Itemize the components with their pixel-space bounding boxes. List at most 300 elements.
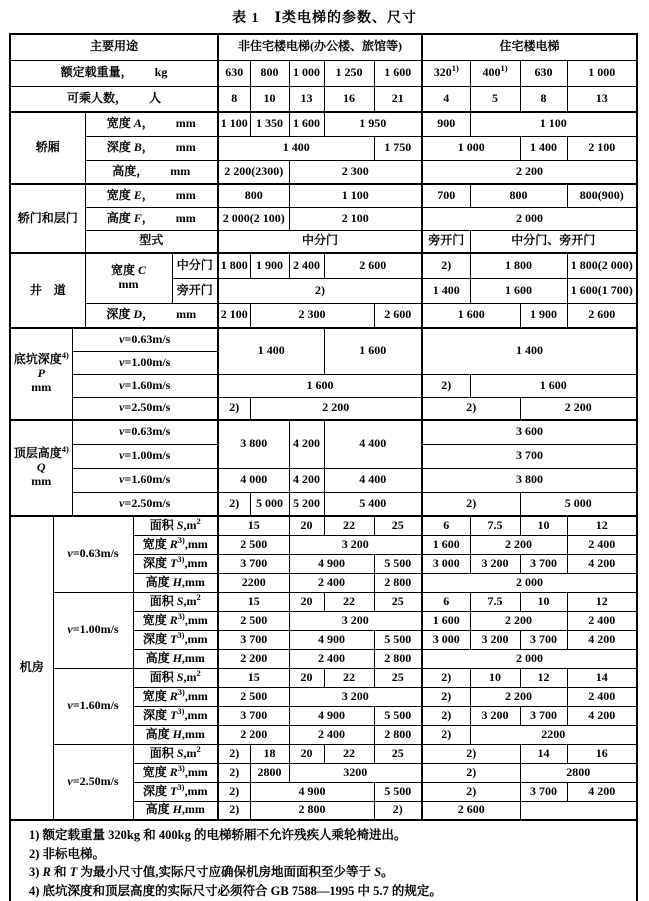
cell-text: 1 600: [432, 612, 460, 627]
cell-text: 1): [451, 63, 459, 74]
row-label: [133, 668, 218, 687]
cell-text: 1 800(2 000): [570, 257, 633, 272]
data-cell: [289, 112, 324, 136]
cell-text: 1 250: [335, 65, 363, 80]
data-cell: [567, 630, 637, 649]
data-cell: [374, 303, 422, 328]
data-cell: [218, 706, 289, 725]
cell-text: 主要用途: [89, 39, 138, 54]
cell-text: 5 500: [384, 707, 412, 722]
cell-text: 1 600: [432, 536, 460, 551]
data-cell: [567, 706, 637, 725]
cell-text: R: [169, 536, 178, 551]
cell-text: 25: [391, 517, 404, 532]
cell-text: v: [67, 773, 73, 788]
row-label: [133, 744, 218, 763]
row-label: [133, 611, 218, 630]
cell-text: 3 000: [432, 555, 460, 570]
cell-text: ,mm: [184, 555, 208, 570]
cell-text: 630: [225, 65, 244, 80]
cell-text: 800: [509, 187, 528, 202]
data-cell: [470, 278, 567, 303]
cell-text: 2 400: [293, 257, 320, 272]
row-label: [85, 207, 218, 230]
data-cell: [422, 136, 520, 160]
cell-text: 面积: [149, 593, 177, 608]
cell-text: 18: [263, 745, 276, 760]
cell-text: 2800: [257, 764, 282, 779]
footnotes-row: [10, 820, 637, 901]
cell-text: 2: [196, 667, 201, 678]
cell-text: 22: [343, 593, 355, 608]
cell-text: v: [119, 495, 125, 510]
cell-text: 中分门: [301, 233, 338, 248]
cell-text: 机房: [19, 660, 44, 675]
cell-text: 25: [391, 745, 404, 760]
data-cell: [218, 112, 250, 136]
data-cell: [567, 554, 637, 573]
data-cell: [422, 207, 637, 230]
data-cell: [218, 763, 250, 782]
cell-text: 2 000(2 100): [222, 210, 285, 225]
cell-text: 2): [466, 400, 477, 415]
cell-text: 3 700: [530, 783, 557, 798]
data-cell: [470, 668, 520, 687]
cell-text: H: [172, 802, 182, 817]
data-cell: [470, 535, 567, 554]
cell-text: 1 100: [220, 116, 248, 131]
cell-text: 2 800: [384, 650, 412, 665]
row-label: [133, 554, 218, 573]
cell-text: 深度: [106, 307, 134, 322]
cell-text: 16: [343, 90, 355, 105]
data-cell: [218, 573, 289, 592]
group-label: [10, 253, 85, 328]
data-cell: [520, 668, 567, 687]
cell-text: 3 700: [240, 707, 268, 722]
cell-text: 13: [300, 90, 313, 105]
cell-text: 4): [61, 350, 69, 361]
data-cell: [470, 516, 520, 535]
cell-text: 2200: [541, 726, 566, 741]
cell-text: 深度: [143, 783, 171, 798]
cell-text: 非住宅楼电梯(办公楼、旅馆等): [238, 39, 402, 54]
cell-text: 1 900: [256, 257, 283, 272]
cell-text: R: [169, 764, 178, 779]
cell-text: 额定载重量，: [60, 65, 133, 80]
cell-text: 5 500: [384, 631, 412, 646]
row-label: [10, 60, 218, 86]
cell-text: 高度: [106, 210, 134, 225]
cell-text: 2 800: [298, 802, 326, 817]
data-cell: [324, 468, 422, 492]
row-label: [85, 184, 218, 207]
cell-text: 2 400: [588, 612, 616, 627]
cell-text: 底坑深度: [13, 352, 62, 367]
cell-text: mm: [31, 379, 52, 394]
data-cell: [567, 303, 637, 328]
data-cell: [218, 278, 422, 303]
cell-text: 2): [441, 707, 452, 722]
data-cell: [567, 592, 637, 611]
data-cell: [250, 763, 289, 782]
cell-text: 。: [381, 865, 394, 879]
cell-text: 5 000: [256, 495, 283, 510]
cell-text: 20: [300, 593, 313, 608]
data-cell: [374, 782, 422, 801]
data-cell: [567, 184, 637, 207]
cell-text: 2 000: [516, 574, 543, 589]
cell-text: 1 000: [457, 140, 485, 155]
cell-text: 1): [500, 63, 508, 74]
data-cell: [374, 725, 422, 744]
cell-text: 2 300: [298, 307, 326, 322]
cell-text: 3 700: [240, 555, 268, 570]
speed-label: [72, 397, 218, 420]
data-cell: [470, 687, 567, 706]
cell-text: ,m: [183, 593, 197, 608]
cell-text: 2 200: [564, 400, 592, 415]
cell-text: 2): [229, 400, 240, 415]
cell-text: kg: [154, 65, 168, 80]
cell-text: v: [119, 424, 125, 439]
data-cell: [422, 706, 470, 725]
data-cell: [289, 516, 324, 535]
cell-text: 2 400: [318, 574, 345, 589]
cell-text: 1 600: [384, 65, 412, 80]
cell-text: 2800: [566, 764, 591, 779]
data-cell: [289, 492, 324, 516]
cell-text: 1 100: [539, 116, 567, 131]
cell-text: T: [170, 631, 178, 646]
data-cell: [374, 649, 422, 668]
data-cell: [324, 328, 422, 374]
data-cell: [218, 516, 289, 535]
cell-text: ,mm: [184, 612, 208, 627]
cell-text: 1 000: [293, 65, 320, 80]
cell-text: 7.5: [487, 517, 503, 532]
cell-text: 10: [537, 517, 550, 532]
data-cell: [250, 253, 289, 278]
cell-text: ,m: [183, 517, 197, 532]
cell-text: 1 100: [341, 187, 369, 202]
table-row: [10, 397, 637, 420]
data-cell: [374, 592, 422, 611]
cell-text: 2): [466, 495, 477, 510]
cell-text: 6: [443, 517, 450, 532]
cell-text: v: [119, 331, 125, 346]
data-cell: [374, 801, 422, 820]
data-cell: [470, 725, 637, 744]
data-cell: [324, 253, 422, 278]
data-cell: [470, 374, 637, 397]
data-cell: [422, 554, 470, 573]
data-cell: [422, 535, 470, 554]
cell-text: =2.50m/s: [124, 400, 171, 415]
data-cell: [422, 328, 637, 374]
cell-text: =2.50m/s: [124, 495, 171, 510]
cell-text: mm: [175, 140, 196, 155]
data-cell: [422, 278, 470, 303]
cell-text: 5: [492, 90, 498, 105]
table-row: [10, 303, 637, 328]
cell-text: 2 400: [318, 726, 345, 741]
cell-text: T: [170, 707, 178, 722]
data-cell: [289, 592, 324, 611]
data-cell: [250, 782, 374, 801]
footnote-line: [21, 882, 630, 901]
data-cell: [218, 86, 250, 112]
cell-text: 面积: [149, 669, 177, 684]
column-header: [10, 34, 218, 60]
data-cell: [520, 60, 567, 86]
cell-text: ,mm: [184, 631, 208, 646]
cell-text: 中分门: [176, 257, 213, 272]
cell-text: 为最小尺寸值,实际尺寸应确保机房地面面积至少等于: [77, 865, 375, 879]
cell-text: 2: [196, 591, 201, 602]
data-cell: [470, 60, 520, 86]
cell-text: 2): [441, 257, 452, 272]
cell-text: 2 400: [588, 688, 616, 703]
cell-text: 2): [441, 669, 452, 684]
cell-text: 2 200: [505, 688, 532, 703]
cell-text: 2 200: [505, 612, 532, 627]
cell-text: 面积: [149, 745, 177, 760]
cell-text: 15: [247, 669, 260, 684]
cell-text: 2): [315, 282, 325, 297]
cell-text: 2 600: [457, 802, 485, 817]
data-cell: [250, 397, 422, 420]
data-cell: [289, 184, 422, 207]
cell-text: v: [119, 448, 125, 463]
data-cell: [289, 554, 374, 573]
cell-text: H: [172, 726, 182, 741]
cell-text: 轿厢: [35, 140, 60, 155]
cell-text: 2 200: [240, 726, 268, 741]
cell-text: 旁开门: [176, 282, 213, 297]
data-cell: [374, 706, 422, 725]
cell-text: 3 700: [530, 707, 557, 722]
cell-text: 中分门、旁开门: [511, 233, 596, 248]
table-row: [10, 328, 637, 351]
data-cell: [218, 744, 250, 763]
data-cell: [324, 668, 374, 687]
data-cell: [422, 649, 637, 668]
cell-text: v: [119, 377, 125, 392]
row-label: [133, 801, 218, 820]
cell-text: 5 200: [293, 495, 320, 510]
cell-text: =1.00m/s: [124, 354, 171, 369]
data-cell: [470, 86, 520, 112]
row-label: [133, 535, 218, 554]
data-cell: [250, 112, 289, 136]
cell-text: ,mm: [181, 726, 205, 741]
cell-text: ,m: [183, 669, 197, 684]
table-row: [10, 136, 637, 160]
table-row: [10, 374, 637, 397]
data-cell: [422, 374, 470, 397]
data-cell: [470, 592, 520, 611]
cell-text: 人: [149, 90, 162, 105]
cell-text: ,mm: [181, 574, 205, 589]
data-cell: [289, 706, 374, 725]
data-cell: [422, 112, 470, 136]
cell-text: 2 800: [384, 574, 412, 589]
data-cell: [567, 744, 637, 763]
cell-text: 1 400: [516, 343, 543, 358]
cell-text: 4 900: [318, 555, 345, 570]
cell-text: 1) 额定载重量 320kg 和 400kg 的电梯轿厢不允许残疾人乘轮椅进出。: [29, 828, 407, 842]
table-row: [10, 668, 637, 687]
cell-text: 1 750: [384, 140, 412, 155]
data-cell: [567, 60, 637, 86]
data-cell: [520, 782, 567, 801]
cell-text: 2200: [241, 574, 266, 589]
row-label: [133, 763, 218, 782]
data-cell: [470, 112, 637, 136]
table-row: [10, 207, 637, 230]
cell-text: ,mm: [184, 783, 208, 798]
cell-text: 轿门和层门: [17, 210, 78, 225]
cell-text: 2) 非标电梯。: [29, 846, 106, 861]
cell-text: =2.50m/s: [72, 773, 119, 788]
speed-label: [72, 351, 218, 374]
data-cell: [520, 592, 567, 611]
data-cell: [422, 592, 470, 611]
row-label: [133, 687, 218, 706]
cell-text: =1.00m/s: [72, 622, 119, 637]
row-label: [172, 278, 218, 303]
cell-text: 2 200(2300): [224, 163, 284, 178]
data-cell: [218, 535, 289, 554]
speed-label: [53, 744, 133, 820]
cell-text: 4 400: [359, 472, 387, 487]
data-cell: [289, 86, 324, 112]
data-cell: [250, 60, 289, 86]
data-cell: [374, 573, 422, 592]
cell-text: 25: [391, 669, 404, 684]
data-cell: [520, 136, 567, 160]
data-cell: [520, 303, 567, 328]
cell-text: 4 200: [588, 707, 616, 722]
cell-text: 3): [177, 629, 185, 640]
cell-text: 10: [489, 669, 501, 684]
data-cell: [422, 573, 637, 592]
table-row: [10, 468, 637, 492]
data-cell: [567, 611, 637, 630]
cell-text: 1 600: [306, 377, 334, 392]
cell-text: ,mm: [181, 650, 205, 665]
data-cell: [567, 687, 637, 706]
data-cell: [218, 492, 250, 516]
cell-text: mm: [170, 163, 191, 178]
row-label: [133, 649, 218, 668]
speed-label: [72, 492, 218, 516]
cell-text: ,mm: [184, 707, 208, 722]
group-label: [10, 112, 85, 184]
cell-text: 5 400: [359, 495, 387, 510]
cell-text: ，: [141, 210, 154, 225]
cell-text: 深度: [143, 631, 171, 646]
cell-text: mm: [31, 473, 52, 488]
cell-text: 井 道: [29, 282, 66, 297]
cell-text: 1 950: [359, 116, 387, 131]
data-cell: [422, 230, 470, 253]
cell-text: mm: [176, 307, 197, 322]
data-cell: [422, 444, 637, 468]
cell-text: 800(900): [579, 187, 624, 202]
cell-text: 10: [263, 90, 276, 105]
data-cell: [520, 516, 567, 535]
table-row: [10, 86, 637, 112]
cell-text: 2): [441, 688, 452, 703]
cell-text: 1 400: [257, 343, 285, 358]
cell-text: T: [170, 555, 178, 570]
cell-text: 3): [177, 534, 185, 545]
cell-text: 3 700: [240, 631, 268, 646]
data-cell: [324, 420, 422, 468]
cell-text: 700: [437, 187, 456, 202]
cell-text: 3): [177, 781, 185, 792]
data-cell: [470, 184, 567, 207]
cell-text: 高度: [145, 650, 173, 665]
cell-text: 2 100: [341, 210, 369, 225]
cell-text: 630: [534, 65, 553, 80]
cell-text: 2 100: [220, 307, 248, 322]
cell-text: 3): [177, 705, 185, 716]
row-label: [133, 592, 218, 611]
data-cell: [324, 60, 374, 86]
cell-text: ，: [141, 187, 154, 202]
cell-text: 12: [595, 517, 608, 532]
table-row: [10, 253, 637, 278]
cell-text: 13: [595, 90, 608, 105]
data-cell: [250, 744, 289, 763]
cell-text: 3): [177, 762, 185, 773]
speed-label: [72, 328, 218, 351]
cell-text: 5 500: [384, 555, 412, 570]
cell-text: 4 200: [293, 472, 320, 487]
data-cell: [218, 374, 422, 397]
data-cell: [289, 630, 374, 649]
data-cell: [567, 278, 637, 303]
cell-text: 1 900: [530, 307, 557, 322]
cell-text: 14: [595, 669, 608, 684]
speed-label: [72, 374, 218, 397]
data-cell: [374, 668, 422, 687]
data-cell: [567, 253, 637, 278]
data-cell: [567, 86, 637, 112]
data-cell: [218, 328, 324, 374]
group-label: [10, 184, 85, 253]
cell-text: S: [176, 669, 184, 684]
data-cell: [374, 136, 422, 160]
data-cell: [567, 668, 637, 687]
data-cell: [324, 516, 374, 535]
cell-text: =1.00m/s: [124, 448, 171, 463]
cell-text: 宽度: [106, 116, 134, 131]
data-cell: [289, 763, 422, 782]
cell-text: ,m: [183, 745, 197, 760]
cell-text: 1 400: [530, 140, 557, 155]
cell-text: v: [67, 698, 73, 713]
cell-text: 6: [443, 593, 450, 608]
cell-text: 深度: [106, 140, 134, 155]
data-cell: [250, 86, 289, 112]
data-cell: [289, 420, 324, 468]
data-cell: [324, 86, 374, 112]
cell-text: R: [42, 865, 51, 879]
